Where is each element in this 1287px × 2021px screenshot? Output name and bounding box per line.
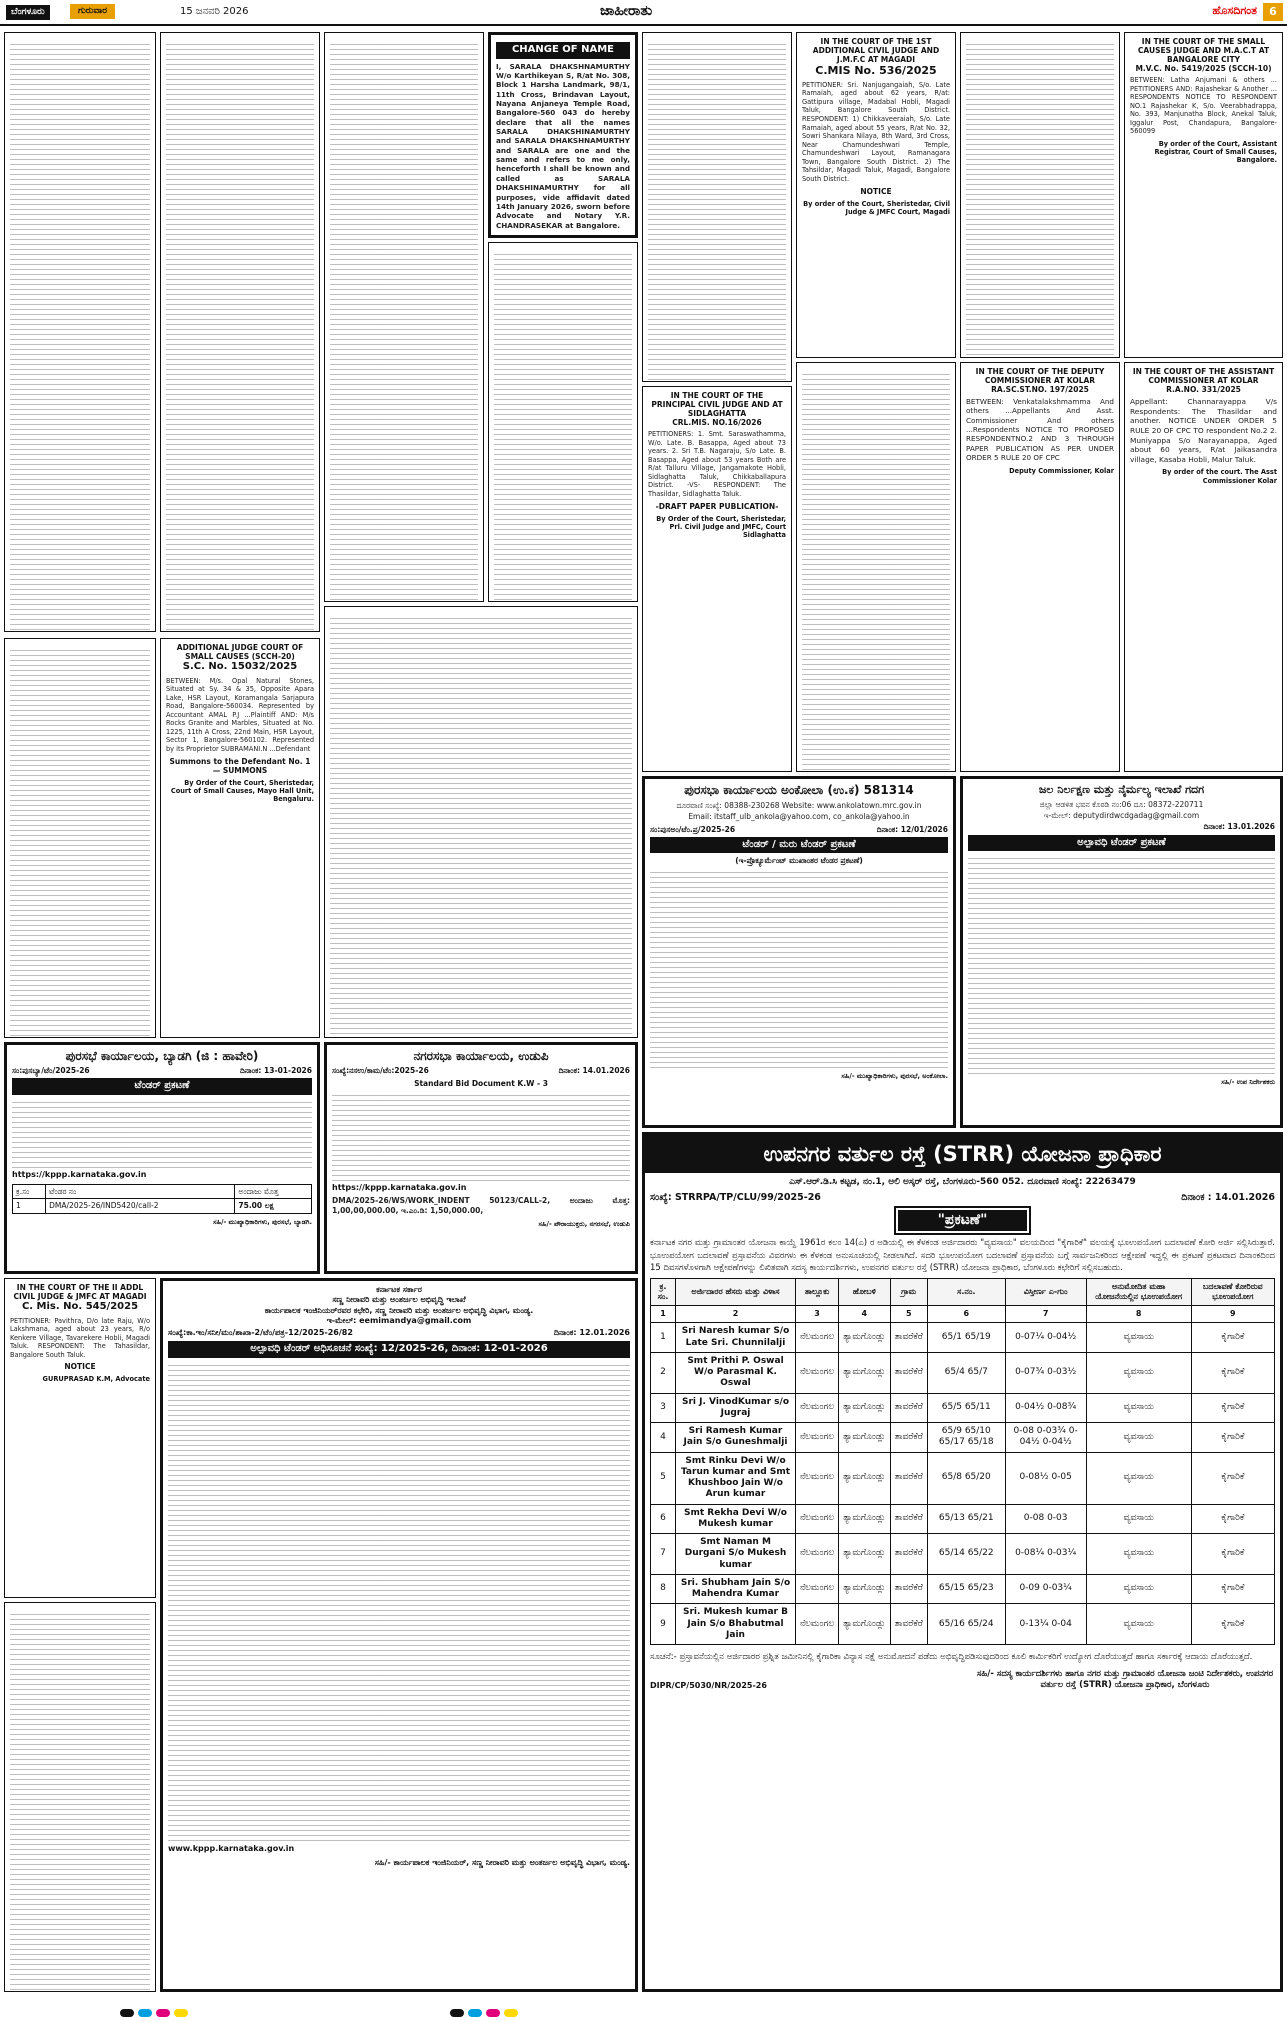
- civil-court-signature: GURUPRASAD K.M, Advocate: [42, 1375, 150, 1384]
- table-cell-taluk: ನೆಲಮಂಗಲ: [796, 1534, 839, 1575]
- table-cell-name: Smt Rekha Devi W/o Mukesh kumar: [676, 1504, 796, 1534]
- table-row: [651, 1604, 1275, 1645]
- ankola-date: ದಿನಾಂಕ: 12/01/2026: [876, 824, 948, 834]
- header-section: ಜಾಹೀರಾತು: [600, 3, 653, 19]
- header-date: 15 ಜನವರಿ 2026: [180, 6, 249, 17]
- table-cell-no: 7: [651, 1534, 676, 1575]
- table-cell-hobli: ತ್ಯಾಮಗೊಂಡ್ಲು: [839, 1352, 890, 1393]
- table-cell-sy: 65/13 65/21: [927, 1504, 1005, 1534]
- table-cell-village: ತಾವರೆಕೆರೆ: [890, 1393, 927, 1423]
- court-notice-kn-7: [796, 362, 956, 772]
- ankola-email: Email: itstaff_ulb_ankola@yahoo.com, co_ankola@yahoo.in: [688, 811, 910, 821]
- table-cell: 6: [927, 1306, 1005, 1323]
- scc-court-body: BETWEEN: M/s. Opal Natural Stones, Situated at Sy. 34 & 35, Opposite Apara Lake, HSR Layout, Koramangala Sarjapura Road, Bangalore-560034. Represented by Accountant AMAL P.J ...Plaintiff AND: M/s Rocks Granite and Marbles, Situated at No. 1225, 11th A Cross, 22nd Main, HSR Layout, Sector 1, Bangalore-560102. Represented by its Proprietor SUBRAMANI.N ...Defendant: [166, 676, 314, 753]
- print-registration-mark: [138, 2009, 152, 2017]
- table-cell-from: ವ್ಯವಸಾಯ: [1086, 1574, 1191, 1604]
- table-row: [651, 1574, 1275, 1604]
- table-header-cell: ಬದಲಾವಣೆ ಕೋರಿರುವ ಭೂಉಪಯೋಗ: [1191, 1279, 1274, 1306]
- table-row: [13, 1199, 312, 1213]
- table-cell-name: Smt Rinku Devi W/o Tarun kumar and Smt Khushboo Jain W/o Arun kumar: [676, 1452, 796, 1504]
- table-cell-area: 0-13¼ 0-04: [1005, 1604, 1086, 1645]
- court-notice-kn-5: [488, 242, 638, 602]
- udupi-tender-ad: [324, 1042, 638, 1274]
- table-cell-from: ವ್ಯವಸಾಯ: [1086, 1604, 1191, 1645]
- table-cell-to: ಕೈಗಾರಿಕೆ: [1191, 1534, 1274, 1575]
- table-cell: 75.00 ಲಕ್ಷ: [235, 1199, 312, 1213]
- court-notice-kn-3: [160, 32, 320, 632]
- table-cell-to: ಕೈಗಾರಿಕೆ: [1191, 1504, 1274, 1534]
- table-header-cell: ಅನುಮೋದಿತ ಮಹಾ ಯೋಜನೆಯಲ್ಲಿನ ಭೂಉಪಯೋಗ: [1086, 1279, 1191, 1306]
- magadi-court-notice: [796, 32, 956, 358]
- table-cell-village: ತಾವರೆಕೆರೆ: [890, 1352, 927, 1393]
- table-cell-to: ಕೈಗಾರಿಕೆ: [1191, 1604, 1274, 1645]
- mandya-office: ಕಾರ್ಯಪಾಲಕ ಇಂಜಿನಿಯರ್‌ರವರ ಕಛೇರಿ, ಸಣ್ಣ ನೀರಾವರಿ ಮತ್ತು ಅಂತರ್ಜಲ ಅಭಿವೃದ್ಧಿ ವಿಭಾಗ, ಮಂಡ್ಯ.: [264, 1306, 534, 1316]
- strr-schedule-table: [650, 1278, 1275, 1645]
- table-cell-taluk: ನೆಲಮಂಗಲ: [796, 1574, 839, 1604]
- udupi-title: ನಗರಸಭಾ ಕಾರ್ಯಾಲಯ, ಉಡುಪಿ: [413, 1049, 549, 1063]
- table-cell-taluk: ನೆಲಮಂಗಲ: [796, 1323, 839, 1353]
- civil-court-body: PETITIONER: Pavithra, D/o late Raju, W/o Lakshmana, aged about 23 years, R/o Kenkere Village, Tavarekere Hobli, Magadi Taluk. RESPONDENT: The Tahasildar, Bangalore South Taluk.: [10, 1316, 150, 1359]
- table-row: [651, 1393, 1275, 1423]
- mandya-date: ದಿನಾಂಕ: 12.01.2026: [553, 1328, 630, 1338]
- mandya-signature: ಸಹಿ/- ಕಾರ್ಯಪಾಲಕ ಇಂಜಿನಿಯರ್, ಸಣ್ಣ ನೀರಾವರಿ ಮತ್ತು ಅಂತರ್ಜಲ ಅಭಿವೃದ್ಧಿ ವಿಭಾಗ, ಮಂಡ್ಯ.: [374, 1857, 630, 1867]
- table-cell: 4: [839, 1306, 890, 1323]
- byadagi-signature: ಸಹಿ/- ಮುಖ್ಯಾಧಿಕಾರಿಗಳು, ಪುರಸಭೆ, ಬ್ಯಾಡಗಿ.: [213, 1217, 312, 1226]
- court-notice-kn-6: [642, 32, 792, 382]
- court-notice-kn-4: [324, 32, 484, 602]
- byadagi-ref: ಸಂ:ಪುಸಬ್ಯಾ/ಟೆಂ/2025-26: [12, 1066, 90, 1075]
- table-cell-area: 0-08 0-03: [1005, 1504, 1086, 1534]
- table-cell-hobli: ತ್ಯಾಮಗೊಂಡ್ಲು: [839, 1574, 890, 1604]
- notice-text-lines: [802, 370, 950, 770]
- mvc-court-body: BETWEEN: Latha Anjumani & others ... PETITIONERS AND: Rajashekar & Another ... RESPONDENTS NOTICE TO RESPONDENT NO.1 Rajashekar K, S/o. Veerabhadrappa, No. 393, Manjunatha Block, Anekal Taluk, Iggalur Post, Chandapura, Bangalore-560099: [1130, 76, 1277, 136]
- magadi-court-signature: By order of the Court, Sheristedar, Civil Judge & JMFC Court, Magadi: [803, 199, 950, 216]
- scc-court-signature: By Order of the Court, Sheristedar, Court of Small Causes, Mayo Hall Unit, Bengaluru.: [170, 778, 314, 804]
- gadag-email: ಇ-ಮೇಲ್: deputydirdwcdgadag@gmail.com: [1043, 810, 1200, 820]
- sidlaghatta-signature: By Order of the Court, Sheristedar, Prl. Civil Judge and JMFC, Court Sidlaghatta: [656, 514, 786, 539]
- byadagi-tender-table: [12, 1184, 312, 1214]
- table-cell-no: 3: [651, 1393, 676, 1423]
- table-cell-to: ಕೈಗಾರಿಕೆ: [1191, 1423, 1274, 1453]
- table-cell-area: 0-07¼ 0-04½: [1005, 1323, 1086, 1353]
- table-cell: 1: [13, 1199, 46, 1213]
- table-cell-to: ಕೈಗಾರಿಕೆ: [1191, 1323, 1274, 1353]
- notice-text-lines: [330, 614, 632, 1036]
- court-notice-kn-2: [4, 638, 156, 1038]
- table-row: [651, 1452, 1275, 1504]
- table-cell-no: 4: [651, 1423, 676, 1453]
- byadagi-tender-ad: [4, 1042, 320, 1274]
- strr-title: ಉಪನಗರ ವರ್ತುಲ ರಸ್ತೆ (STRR) ಯೋಜನಾ ಪ್ರಾಧಿಕಾರ: [645, 1135, 1280, 1173]
- notice-text-lines: [166, 40, 314, 630]
- table-cell-from: ವ್ಯವಸಾಯ: [1086, 1423, 1191, 1453]
- table-cell-to: ಕೈಗಾರಿಕೆ: [1191, 1452, 1274, 1504]
- scc-court-case: S.C. No. 15032/2025: [182, 661, 298, 672]
- table-cell-to: ಕೈಗಾರಿಕೆ: [1191, 1352, 1274, 1393]
- table-cell-from: ವ್ಯವಸಾಯ: [1086, 1534, 1191, 1575]
- byadagi-banner: ಟೆಂಡರ್ ಪ್ರಕಟಣೆ: [12, 1078, 312, 1095]
- table-cell-name: Sri Ramesh Kumar Jain S/o Guneshmalji: [676, 1423, 796, 1453]
- table-row: [651, 1504, 1275, 1534]
- kolar-asst-case: R.A.NO. 331/2025: [1166, 385, 1241, 394]
- table-cell-sy: 65/14 65/22: [927, 1534, 1005, 1575]
- table-cell-taluk: ನೆಲಮಂಗಲ: [796, 1504, 839, 1534]
- table-cell-taluk: ನೆಲಮಂಗಲ: [796, 1604, 839, 1645]
- kolar-deputy-case: RA.SC.ST.NO. 197/2025: [991, 385, 1089, 394]
- table-cell: 1: [651, 1306, 676, 1323]
- sidlaghatta-draft: -DRAFT PAPER PUBLICATION-: [655, 501, 779, 511]
- table-header-row: [651, 1279, 1275, 1306]
- mandya-link[interactable]: www.kppp.karnataka.gov.in: [168, 1843, 295, 1853]
- magadi-court-title: IN THE COURT OF THE 1ST ADDITIONAL CIVIL JUDGE AND J.M.F.C AT MAGADI: [812, 37, 940, 64]
- kolar-deputy-title: IN THE COURT OF THE DEPUTY COMMISSIONER AT KOLAR: [975, 367, 1105, 385]
- table-cell-from: ವ್ಯವಸಾಯ: [1086, 1504, 1191, 1534]
- magadi-court-case: C.MIS No. 536/2025: [815, 64, 937, 77]
- sidlaghatta-title: IN THE COURT OF THE PRINCIPAL CIVIL JUDGE AND AT SIDLAGHATTA: [651, 391, 783, 418]
- table-cell-hobli: ತ್ಯಾಮಗೊಂಡ್ಲು: [839, 1604, 890, 1645]
- notice-text-lines: [648, 40, 786, 380]
- sidlaghatta-case: CRL.MIS. NO.16/2026: [672, 418, 762, 427]
- table-row: [651, 1423, 1275, 1453]
- header-day: ಗುರುವಾರ: [70, 4, 115, 19]
- table-cell-no: 9: [651, 1604, 676, 1645]
- kolar-asst-title: IN THE COURT OF THE ASSISTANT COMMISSIONER AT KOLAR: [1132, 367, 1275, 385]
- notice-text-lines: [10, 1610, 150, 1990]
- table-cell-taluk: ನೆಲಮಂಗಲ: [796, 1452, 839, 1504]
- table-cell: 9: [1191, 1306, 1274, 1323]
- change-of-name-title: CHANGE OF NAME: [496, 42, 630, 59]
- gadag-signature: ಸಹಿ/- ಉಪ ನಿರ್ದೇಶಕರು: [1221, 1078, 1275, 1087]
- table-cell-name: Sri. Shubham Jain S/o Mahendra Kumar: [676, 1574, 796, 1604]
- table-cell-sy: 65/16 65/24: [927, 1604, 1005, 1645]
- table-header-cell: ಗ್ರಾಮ: [890, 1279, 927, 1306]
- table-cell-no: 8: [651, 1574, 676, 1604]
- kolar-asst-signature: By order of the court. The Asst Commissioner Kolar: [1162, 468, 1277, 485]
- civil-court-magadi-notice: [4, 1278, 156, 1598]
- mandya-tender-ad: [160, 1278, 638, 1992]
- table-cell-village: ತಾವರೆಕೆರೆ: [890, 1574, 927, 1604]
- print-registration-mark: [156, 2009, 170, 2017]
- table-header-cell: ಹೋಬಳಿ: [839, 1279, 890, 1306]
- table-cell-sy: 65/1 65/19: [927, 1323, 1005, 1353]
- notice-text-lines: [332, 1091, 630, 1181]
- strr-ref: ಸಂಖ್ಯೆ: STRRPA/TP/CLU/99/2025-26: [650, 1192, 821, 1204]
- table-cell-name: Sri Naresh kumar S/o Late Sri. Chunnilalji: [676, 1323, 796, 1353]
- ankola-signature: ಸಹಿ/- ಮುಖ್ಯಾಧಿಕಾರಿಗಳು, ಪುರಸಭೆ, ಅಂಕೋಲಾ.: [841, 1072, 948, 1081]
- udupi-standard: Standard Bid Document K.W - 3: [414, 1079, 548, 1089]
- table-cell-sy: 65/9 65/10 65/17 65/18: [927, 1423, 1005, 1453]
- table-cell-from: ವ್ಯವಸಾಯ: [1086, 1452, 1191, 1504]
- sidlaghatta-court-notice: [642, 386, 792, 772]
- table-cell-area: 0-08 0-03¾ 0-04½ 0-04½: [1005, 1423, 1086, 1453]
- table-cell-name: Smt Prithi P. Oswal W/o Parasmal K. Oswal: [676, 1352, 796, 1393]
- scc-court-summons: Summons to the Defendant No. 1 — SUMMONS: [169, 756, 311, 775]
- udupi-ref: ಸಂಖ್ಯೆ:ನಸಉ/ಕಾಮ/ಟೆಂ:2025-26: [332, 1066, 429, 1075]
- mandya-ref: ಸಂಖ್ಯೆ:ಕಾ.ಇಂ/ಸನೀ/ಮಂ/ಶಾಖಾ-2/ಟೆಂ/ಪತ್ರ-12/2025-26/82: [168, 1328, 353, 1338]
- ankola-contact: ದೂರವಾಣಿ ಸಂಖ್ಯೆ: 08388-230268 Website: www.ankolatown.mrc.gov.in: [676, 801, 922, 810]
- strr-banner: "ಪ್ರಕಟಣೆ": [896, 1208, 1030, 1234]
- ankola-tender-ad: [642, 776, 956, 1128]
- table-row: [651, 1352, 1275, 1393]
- table-cell-village: ತಾವರೆಕೆರೆ: [890, 1452, 927, 1504]
- print-registration-mark: [450, 2009, 464, 2017]
- gadag-contact: ಜಿಲ್ಲಾ ಆಡಳಿತ ಭವನ ಕೊಠಡಿ ನಂ:06 ದೂ: 08372-220711: [1039, 799, 1204, 809]
- notice-text-lines: [330, 40, 478, 600]
- table-cell: 5: [890, 1306, 927, 1323]
- strr-signature: ಸಹಿ/- ಸದಸ್ಯ ಕಾರ್ಯದರ್ಶಿಗಳು ಹಾಗೂ ನಗರ ಮತ್ತು ಗ್ರಾಮಾಂತರ ಯೋಜನಾ ಜಂಟಿ ನಿರ್ದೇಶಕರು, ಉಪನಗರ ವರ್ತುಲ ರಸ್ತೆ (STRR) ಯೋಜನಾ ಪ್ರಾಧಿಕಾರ, ಬೆಂಗಳೂರು: [976, 1669, 1274, 1691]
- gadag-tender-ad: [960, 776, 1283, 1128]
- scc-court-title: ADDITIONAL JUDGE COURT OF SMALL CAUSES (SCCH-20): [176, 643, 304, 661]
- ankola-title: ಪುರಸಭಾ ಕಾರ್ಯಾಲಯ ಅಂಕೋಲಾ (ಉ.ಕ) 581314: [684, 783, 914, 797]
- mandya-banner: ಅಲ್ಪಾವಧಿ ಟೆಂಡರ್ ಅಧಿಸೂಚನೆ ಸಂಖ್ಯೆ: 12/2025-26, ದಿನಾಂಕ: 12-01-2026: [168, 1341, 630, 1358]
- page-header: [0, 0, 1287, 26]
- kolar-deputy-signature: Deputy Commissioner, Kolar: [1009, 466, 1114, 475]
- table-cell-village: ತಾವರೆಕೆರೆ: [890, 1423, 927, 1453]
- table-header-cell: ಅರ್ಜಿದಾರರ ಹೆಸರು ಮತ್ತು ವಿಳಾಸ: [676, 1279, 796, 1306]
- udupi-signature: ಸಹಿ/- ಪೌರಾಯುಕ್ತರು, ನಗರಸಭೆ, ಉಡುಪಿ: [538, 1219, 630, 1228]
- table-cell-from: ವ್ಯವಸಾಯ: [1086, 1352, 1191, 1393]
- court-notice-kn-wide: [324, 606, 638, 1038]
- table-cell-hobli: ತ್ಯಾಮಗೊಂಡ್ಲು: [839, 1534, 890, 1575]
- table-cell-village: ತಾವರೆಕೆರೆ: [890, 1504, 927, 1534]
- print-registration-mark: [486, 2009, 500, 2017]
- table-cell-no: 5: [651, 1452, 676, 1504]
- table-cell-area: 0-04½ 0-08¾: [1005, 1393, 1086, 1423]
- table-header-row: [13, 1184, 312, 1198]
- strr-intro: ಕರ್ನಾಟಕ ನಗರ ಮತ್ತು ಗ್ರಾಮಾಂತರ ಯೋಜನಾ ಕಾಯ್ದೆ 1961ರ ಕಲಂ 14(ಎ) ರ ಅಡಿಯಲ್ಲಿ ಈ ಕೆಳಕಂಡ ಅರ್ಜಿದಾರರು "ವ್ಯವಸಾಯ" ವಲಯದಿಂದ "ಕೈಗಾರಿಕೆ" ವಲಯಕ್ಕೆ ಭೂಉಪಯೋಗ ಬದಲಾವಣೆ ಕೋರಿ ಅರ್ಜಿ ಸಲ್ಲಿಸಿರುತ್ತಾರೆ. ಭೂಉಪಯೋಗ ಬದಲಾವಣೆ ಪ್ರಸ್ತಾವನೆಯ ವಿವರಗಳು ಈ ಕೆಳಕಂಡ ಅನುಸೂಚಿಯಲ್ಲಿ ನೀಡಲಾಗಿದೆ. ಸದರಿ ಭೂಉಪಯೋಗ ಬದಲಾವಣೆ ಪ್ರಸ್ತಾವನೆಯ ಬಗ್ಗೆ ಸಾರ್ವಜನಿಕರಿಂದ ಆಕ್ಷೇಪಣೆ ಇದ್ದಲ್ಲಿ ಈ ಪ್ರಕಟಣೆ ಪ್ರಕಟವಾದ ದಿನಾಂಕದಿಂದ 15 ದಿವಸಗಳೊಳಗಾಗಿ ಆಕ್ಷೇಪಣೆಗಳನ್ನು ಲಿಖಿತವಾಗಿ ಸದಸ್ಯ ಕಾರ್ಯದರ್ಶಿಗಳು, ಉಪನಗರ ವರ್ತುಲ ರಸ್ತೆ (STRR) ಯೋಜನಾ ಪ್ರಾಧಿಕಾರ, ಬೆಂಗಳೂರು ಕಛೇರಿಗೆ ಸಲ್ಲಿಸಬಹುದು.: [650, 1238, 1275, 1274]
- strr-address: ಎಸ್.ಆರ್.ಡಿ.ಸಿ ಕಟ್ಟಡ, ನಂ.1, ಅಲಿ ಅಸ್ಕರ್ ರಸ್ತೆ, ಬೆಂಗಳೂರು-560 052. ದೂರವಾಣಿ ಸಂಖ್ಯೆ: 22263479: [789, 1177, 1136, 1188]
- byadagi-link[interactable]: https://kppp.karnataka.gov.in: [12, 1169, 147, 1179]
- table-cell-area: 0-08½ 0-05: [1005, 1452, 1086, 1504]
- table-cell-to: ಕೈಗಾರಿಕೆ: [1191, 1393, 1274, 1423]
- table-cell: 2: [676, 1306, 796, 1323]
- byadagi-title: ಪುರಸಭೆ ಕಾರ್ಯಾಲಯ, ಬ್ಯಾಡಗಿ (ಜಿ : ಹಾವೇರಿ): [65, 1049, 259, 1063]
- magadi-court-notice-label: NOTICE: [860, 186, 892, 196]
- civil-court-title: IN THE COURT OF THE II ADDL CIVIL JUDGE & JMFC AT MAGADI: [13, 1283, 147, 1301]
- udupi-date: ದಿನಾಂಕ: 14.01.2026: [558, 1066, 630, 1075]
- civil-court-notice-label: NOTICE: [64, 1362, 96, 1372]
- kolar-asst-body: Appellant: Channarayappa V/s Respondents: The Thasildar and another. NOTICE UNDER ORDER 5 RULE 20 OF CPC TO respondent No.2 2. Muniyappa S/o Narayanappa, Aged about 60 years, R/at Jaikasandra village, Kasaba Hobli, Malur Taluk.: [1130, 397, 1277, 464]
- ankola-banner: ಟೆಂಡರ್ / ಮರು ಟೆಂಡರ್ ಪ್ರಕಟಣೆ: [650, 837, 948, 854]
- table-cell-name: Sri J. VinodKumar s/o Jugraj: [676, 1393, 796, 1423]
- notice-text-lines: [12, 1098, 312, 1168]
- gadag-title: ಜಲ ನಿರ್ಲಕ್ಷಣ ಮತ್ತು ನೈರ್ಮಲ್ಯ ಇಲಾಖೆ ಗದಗ: [1038, 783, 1205, 796]
- kolar-asst-commissioner-notice: [1124, 362, 1283, 772]
- table-cell-taluk: ನೆಲಮಂಗಲ: [796, 1423, 839, 1453]
- table-cell-taluk: ನೆಲಮಂಗಲ: [796, 1352, 839, 1393]
- table-cell-sy: 65/15 65/23: [927, 1574, 1005, 1604]
- table-header-cell: ಸ.ನಂ.: [927, 1279, 1005, 1306]
- table-row: [651, 1534, 1275, 1575]
- kolar-deputy-commissioner-notice: [960, 362, 1120, 772]
- notice-text-lines: [168, 1361, 630, 1841]
- header-page-number: 6: [1263, 3, 1283, 21]
- mvc-court-signature: By order of the Court, Assistant Registrar, Court of Small Causes, Bangalore.: [1154, 139, 1277, 165]
- court-notice-kn-8: [960, 32, 1120, 358]
- print-registration-mark: [468, 2009, 482, 2017]
- header-brand: ಹೊಸದಿಗಂತ: [1212, 4, 1257, 17]
- table-cell-sy: 65/5 65/11: [927, 1393, 1005, 1423]
- strr-footnote: ಸೂಚನೆ:- ಪ್ರಸ್ತಾವನೆಯಲ್ಲಿನ ಅರ್ಜಿದಾರರ ಪ್ರಶ್ನಿತ ಜಮೀನಿನಲ್ಲಿ ಕೈಗಾರಿಕಾ ವಿನ್ಯಾಸ ನಕ್ಷೆ ಅನುಮೋದನೆ ಪಡೆದು ಅಭಿವೃದ್ಧಿಪಡಿಸುವುದರಿಂದ ಕೂಲಿ ಕಾರ್ಮಿಕರಿಗೆ ಉದ್ಯೋಗ ದೊರೆಯುತ್ತದೆ ಹಾಗೂ ಸರ್ಕಾರಕ್ಕೆ ಆದಾಯ ದೊರೆಯುತ್ತದೆ.: [650, 1652, 1253, 1663]
- udupi-link[interactable]: https://kppp.karnataka.gov.in: [332, 1183, 467, 1193]
- table-cell-sy: 65/4 65/7: [927, 1352, 1005, 1393]
- gadag-banner: ಅಲ್ಪಾವಧಿ ಟೆಂಡರ್ ಪ್ರಕಟಣೆ: [968, 835, 1275, 852]
- table-header-cell: ತಾಲ್ಲೂಕು: [796, 1279, 839, 1306]
- table-cell: 8: [1086, 1306, 1191, 1323]
- notice-text-lines: [10, 40, 150, 630]
- table-cell-no: 1: [651, 1323, 676, 1353]
- table-cell-name: Smt Naman M Durgani S/o Mukesh kumar: [676, 1534, 796, 1575]
- strr-date: ದಿನಾಂಕ : 14.01.2026: [1181, 1192, 1275, 1204]
- table-header-cell: ಕ್ರ.ಸಂ: [13, 1184, 46, 1198]
- table-cell-hobli: ತ್ಯಾಮಗೊಂಡ್ಲು: [839, 1323, 890, 1353]
- table-cell: 7: [1005, 1306, 1086, 1323]
- court-notice-kn-1: [4, 32, 156, 632]
- notice-text-lines: [966, 40, 1114, 356]
- table-cell-village: ತಾವರೆಕೆರೆ: [890, 1323, 927, 1353]
- table-cell-area: 0-09 0-03¼: [1005, 1574, 1086, 1604]
- table-header-cell: ಟೆಂಡರ ನಂ: [46, 1184, 235, 1198]
- notice-text-lines: [10, 646, 150, 1036]
- table-cell-from: ವ್ಯವಸಾಯ: [1086, 1393, 1191, 1423]
- table-cell-from: ವ್ಯವಸಾಯ: [1086, 1323, 1191, 1353]
- table-cell-to: ಕೈಗಾರಿಕೆ: [1191, 1574, 1274, 1604]
- table-cell-sy: 65/8 65/20: [927, 1452, 1005, 1504]
- table-cell-village: ತಾವರೆಕೆರೆ: [890, 1534, 927, 1575]
- mvc-court-title: IN THE COURT OF THE SMALL CAUSES JUDGE AND M.A.C.T AT BANGALORE CITY: [1137, 37, 1270, 64]
- table-cell-hobli: ತ್ಯಾಮಗೊಂಡ್ಲು: [839, 1452, 890, 1504]
- magadi-court-body: PETITIONER: Sri. Nanjugangaiah, S/o. Late Ramaiah, aged about 62 years, R/at: Gattipura village, Madabal Hobli, Magadi Taluk, Bangalore South District. RESPONDENT: 1) Chikkaveeraiah, S/o. Late Ramaiah, aged about 55 years, R/at No. 32, Sowri Shankara Nilaya, 8th Ward, 3rd Cross, Near Chamundeshwari Temple, Chamundeshwari Layout, Ramanagara Town, Bangalore South District. 2) The Tahsildar, Magadi Taluk, Magadi, Bangalore South District.: [802, 80, 950, 183]
- print-registration-mark: [120, 2009, 134, 2017]
- table-row: [651, 1323, 1275, 1353]
- header-city: ಬೆಂಗಳೂರು: [6, 5, 50, 20]
- table-number-row: [651, 1306, 1275, 1323]
- court-notice-kn-9: [4, 1602, 156, 1992]
- table-cell-hobli: ತ್ಯಾಮಗೊಂಡ್ಲು: [839, 1393, 890, 1423]
- mvc-court-notice: [1124, 32, 1283, 358]
- mandya-title: ಕರ್ನಾಟಕ ಸರ್ಕಾರ: [376, 1285, 422, 1294]
- kolar-deputy-body: BETWEEN: Venkatalakshmamma And others ...Appellants And Asst. Commissioner And others ...Respondents NOTICE TO PROPOSED RESPONDENTNO.2 AND 3 THROUGH PAPER PUBLICATION AS PER UNDER ORDER 5 RULE 20 OF CPC: [966, 397, 1114, 463]
- table-cell-village: ತಾವರೆಕೆರೆ: [890, 1604, 927, 1645]
- table-cell: 3: [796, 1306, 839, 1323]
- print-registration-mark: [504, 2009, 518, 2017]
- notice-text-lines: [968, 854, 1275, 1074]
- table-cell-hobli: ತ್ಯಾಮಗೊಂಡ್ಲು: [839, 1504, 890, 1534]
- scc-court-notice: [160, 638, 320, 1038]
- table-cell-no: 2: [651, 1352, 676, 1393]
- notice-text-lines: [494, 250, 632, 600]
- strr-table-body: [651, 1323, 1275, 1645]
- table-header-cell: ವಿಸ್ತೀರ್ಣ ಎ-ಗುಂ: [1005, 1279, 1086, 1306]
- print-registration-mark: [174, 2009, 188, 2017]
- change-of-name-body: I, SARALA DHAKSHNAMURTHY W/o Karthikeyan S, R/at No. 308, Block 1 Harsha Landmark, 98/1, 11th Cross, Brindavan Layout, Nayana Anjaneya Temple Road, Bangalore-560 043 do hereby declare that all the names SARALA DHAKSHINAMURTHY and SARALA DHAKSHNAMURTHY and SARALA are one and the same and refers to me only, henceforth I shall be known and called as SARALA DHAKSHINAMURTHY for all purposes, vide affidavit dated 14th January 2026, sworn before Advocate and Notary Y.R. CHANDRASEKAR at Bangalore.: [496, 61, 630, 230]
- table-cell-taluk: ನೆಲಮಂಗಲ: [796, 1393, 839, 1423]
- udupi-work-id: DMA/2025-26/WS/WORK_INDENT 50123/CALL-2, ಅಂದಾಜು ಮೊತ್ತ: 1,00,00,000.00, ಇ.ಎಂ.ಡಿ: 1,50,000.00,: [332, 1196, 630, 1216]
- gadag-date: ದಿನಾಂಕ: 13.01.2026: [1203, 822, 1275, 832]
- change-of-name-ad: [488, 32, 638, 238]
- ankola-subtitle: (ಇ-ಪ್ರೊಕ್ಯೂರ್ಮೆಂಟ್ ಮುಖಾಂತರ ಟೆಂಡರ ಪ್ರಕಟಣೆ): [735, 856, 863, 866]
- mandya-email: ಇ-ಮೇಲ್: eemimandya@gmail.com: [326, 1315, 472, 1325]
- table-cell-no: 6: [651, 1504, 676, 1534]
- table-cell-area: 0-07¾ 0-03½: [1005, 1352, 1086, 1393]
- mvc-court-case: M.V.C. No. 5419/2025 (SCCH-10): [1135, 64, 1272, 73]
- strr-notice-ad: [642, 1132, 1283, 1992]
- table-cell: DMA/2025-26/IND5420/call-2: [46, 1199, 235, 1213]
- table-cell-area: 0-08¼ 0-03¼: [1005, 1534, 1086, 1575]
- byadagi-date: ದಿನಾಂಕ: 13-01-2026: [240, 1066, 312, 1075]
- mandya-dept: ಸಣ್ಣ ನೀರಾವರಿ ಮತ್ತು ಅಂತರ್ಜಲ ಅಭಿವೃದ್ಧಿ ಇಲಾಖೆ: [332, 1294, 466, 1304]
- table-cell-name: Sri. Mukesh kumar B Jain S/o Bhabutmal Jain: [676, 1604, 796, 1645]
- strr-dipr: DIPR/CP/5030/NR/2025-26: [650, 1680, 767, 1690]
- sidlaghatta-body: PETITIONERS: 1. Smt. Saraswathamma, W/o. Late. B. Basappa, Aged about 73 years. 2. Sri T.B. Nagaraju, S/o Late. B. Basappa, Aged about 53 years Both are R/at Talluru Village, Jangamakote Hobli, Sidlaghatta Taluk, Chikkaballapura District. -VS- RESPONDENT: The Thasildar, Sidlaghatta Taluk.: [648, 430, 786, 498]
- table-header-cell: ಕ್ರ. ಸಂ.: [651, 1279, 676, 1306]
- civil-court-case: C. Mis. No. 545/2025: [21, 1301, 139, 1312]
- table-header-cell: ಅಂದಾಜು ಮೊತ್ತ: [235, 1184, 312, 1198]
- notice-text-lines: [650, 868, 948, 1068]
- ankola-ref: ಸಂ:ಪುಸಅಂ/ಟೆಂ.ಪ್ರ/2025-26: [650, 824, 736, 834]
- table-cell-hobli: ತ್ಯಾಮಗೊಂಡ್ಲು: [839, 1423, 890, 1453]
